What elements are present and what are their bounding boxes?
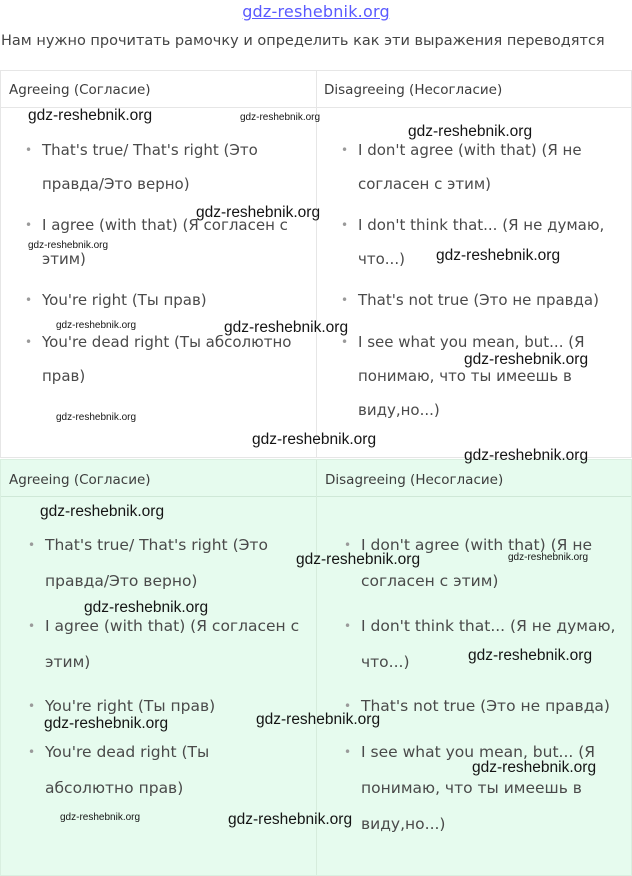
watermark: gdz-reshebnik.org	[408, 123, 533, 140]
list-item: • That's not true (Это не правда)	[361, 688, 629, 724]
column-divider	[316, 71, 317, 457]
watermark: gdz-reshebnik.org	[84, 599, 209, 616]
watermark: gdz-reshebnik.org	[252, 431, 377, 448]
disagreeing-header: Disagreeing (Несогласие)	[325, 472, 504, 488]
watermark: gdz-reshebnik.org	[228, 811, 353, 828]
list-item: • I agree (with that) (Я согласен с этим)	[45, 608, 307, 680]
list-item: • I don't think that... (Я не думаю, что...)	[358, 208, 620, 276]
watermark: gdz-reshebnik.org	[464, 447, 589, 464]
watermark: gdz-reshebnik.org	[508, 552, 589, 563]
list-item: • I don't agree (with that) (Я не согласен с этим)	[358, 133, 598, 201]
list-item: • I see what you mean, but... (Я понимаю, что ты имеешь в виду,но...)	[358, 325, 610, 427]
watermark: gdz-reshebnik.org	[256, 711, 381, 728]
site-link[interactable]: gdz-reshebnik.org	[242, 2, 390, 21]
list-item: • I see what you mean, but... (Я понимаю, что ты имеешь в виду,но...)	[361, 734, 611, 842]
instruction-text: Нам нужно прочитать рамочку и определить как эти выражения переводятся	[1, 33, 605, 49]
list-item: • I don't agree (with that) (Я не согласен с этим)	[361, 527, 606, 599]
list-item: • You're dead right (Ты абсолютно прав)	[42, 325, 304, 393]
watermark: gdz-reshebnik.org	[240, 112, 321, 123]
agreeing-header: Agreeing (Согласие)	[9, 472, 151, 488]
watermark: gdz-reshebnik.org	[44, 715, 169, 732]
watermark: gdz-reshebnik.org	[224, 319, 349, 336]
list-item: • You're dead right (Ты абсолютно прав)	[45, 734, 245, 806]
watermark: gdz-reshebnik.org	[28, 107, 153, 124]
watermark: gdz-reshebnik.org	[40, 503, 165, 520]
watermark: gdz-reshebnik.org	[28, 240, 109, 251]
list-item: • You're right (Ты прав)	[42, 283, 304, 317]
watermark: gdz-reshebnik.org	[468, 647, 593, 664]
list-item: • I agree (with that) (Я согласен с этим)	[42, 208, 304, 276]
watermark: gdz-reshebnik.org	[464, 351, 589, 368]
watermark: gdz-reshebnik.org	[60, 812, 141, 823]
watermark: gdz-reshebnik.org	[56, 320, 137, 331]
agreeing-header: Agreeing (Согласие)	[9, 82, 151, 98]
list-item: • That's true/ That's right (Это правда/Это верно)	[45, 527, 295, 599]
watermark: gdz-reshebnik.org	[436, 247, 561, 264]
list-item: • That's not true (Это не правда)	[358, 283, 623, 317]
watermark: gdz-reshebnik.org	[472, 759, 597, 776]
list-item: • You're right (Ты прав)	[45, 688, 307, 724]
watermark: gdz-reshebnik.org	[56, 412, 137, 423]
watermark: gdz-reshebnik.org	[196, 204, 321, 221]
disagreeing-header: Disagreeing (Несогласие)	[324, 82, 503, 98]
watermark: gdz-reshebnik.org	[296, 551, 421, 568]
list-item: • I don't think that... (Я не думаю, что...)	[361, 608, 626, 680]
list-item: • That's true/ That's right (Это правда/Это верно)	[42, 133, 292, 201]
